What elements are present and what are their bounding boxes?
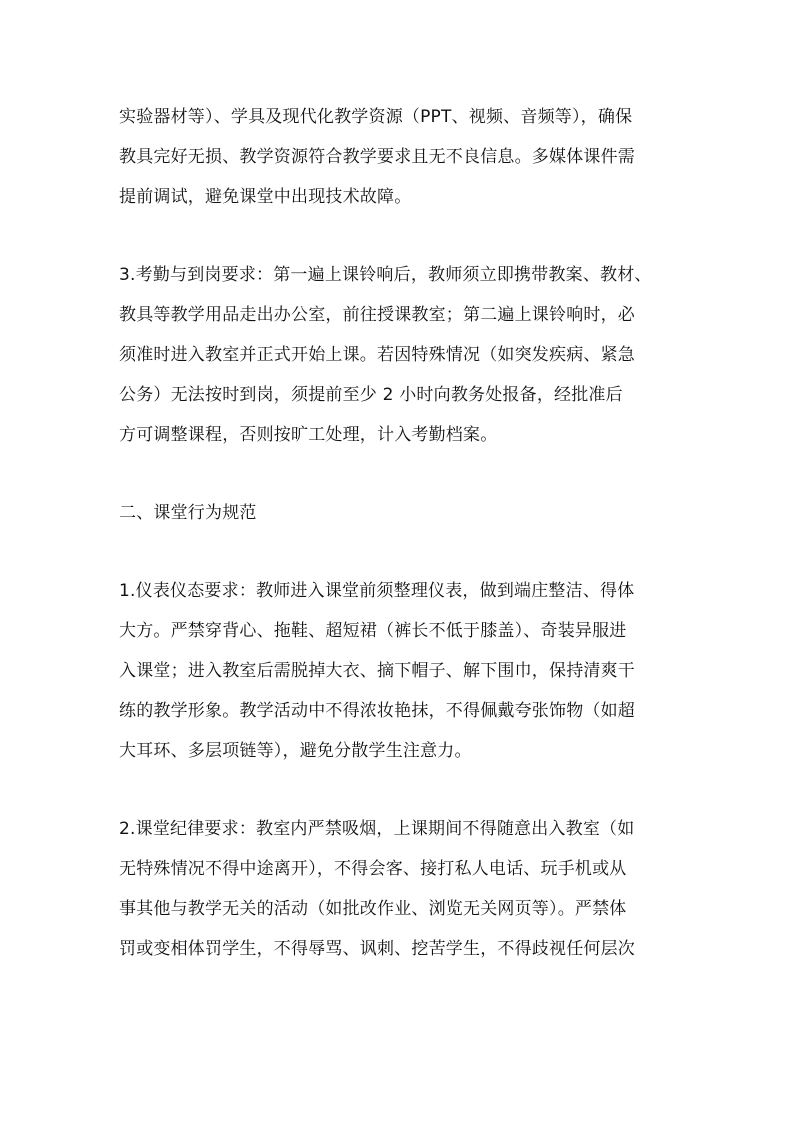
text-line: 事其他与教学无关的活动（如批改作业、浏览无关网页等）。严禁体 [119, 899, 627, 919]
text-line: 大方。严禁穿背心、拖鞋、超短裙（裤长不低于膝盖）、奇装异服进 [119, 621, 627, 641]
paragraph-appearance [119, 571, 675, 771]
text-line: 练的教学形象。教学活动中不得浓妆艳抹，不得佩戴夸张饰物（如超 [119, 701, 635, 721]
text-line: 无特殊情况不得中途离开），不得会客、接打私人电话、玩手机或从 [119, 859, 627, 879]
text-line: 方可调整课程，否则按旷工处理，计入考勤档案。 [119, 425, 498, 445]
document-body [119, 97, 675, 969]
text-line: 须准时进入教室并正式开始上课。若因特殊情况（如突发疾病、紧急 [119, 345, 635, 365]
paragraph-discipline [119, 809, 675, 969]
text-line: 罚或变相体罚学生，不得辱骂、讽刺、挖苦学生，不得歧视任何层次 [119, 939, 635, 959]
text-line: 入课堂；进入教室后需脱掉大衣、摘下帽子、解下围巾，保持清爽干 [119, 661, 635, 681]
text-line: 公务）无法按时到岗，须提前至少 2 小时向教务处报备，经批准后 [119, 385, 623, 405]
paragraph-spacer [119, 533, 675, 571]
text-line: 1.仪表仪态要求：教师进入课堂前须整理仪表，做到端庄整洁、得体 [119, 581, 635, 601]
text-line: 大耳环、多层项链等），避免分散学生注意力。 [119, 741, 472, 761]
text-line: 教具等教学用品走出办公室，前往授课教室；第二遍上课铃响时，必 [119, 305, 635, 325]
text-line: 2.课堂纪律要求：教室内严禁吸烟，上课期间不得随意出入教室（如 [119, 819, 635, 839]
text-line: 3.考勤与到岗要求：第一遍上课铃响后，教师须立即携带教案、教材、 [119, 265, 652, 285]
paragraph-attendance [119, 255, 675, 455]
paragraph-spacer [119, 771, 675, 809]
section-heading: 二、课堂行为规范 [119, 503, 257, 523]
paragraph-teaching-resources [119, 97, 675, 217]
text-line: 实验器材等）、学具及现代化教学资源（PPT、视频、音频等），确保 [119, 107, 633, 127]
paragraph-spacer [119, 217, 675, 255]
text-line: 教具完好无损、教学资源符合教学要求且无不良信息。多媒体课件需 [119, 147, 635, 167]
text-line: 提前调试，避免课堂中出现技术故障。 [119, 187, 412, 207]
paragraph-spacer [119, 455, 675, 493]
